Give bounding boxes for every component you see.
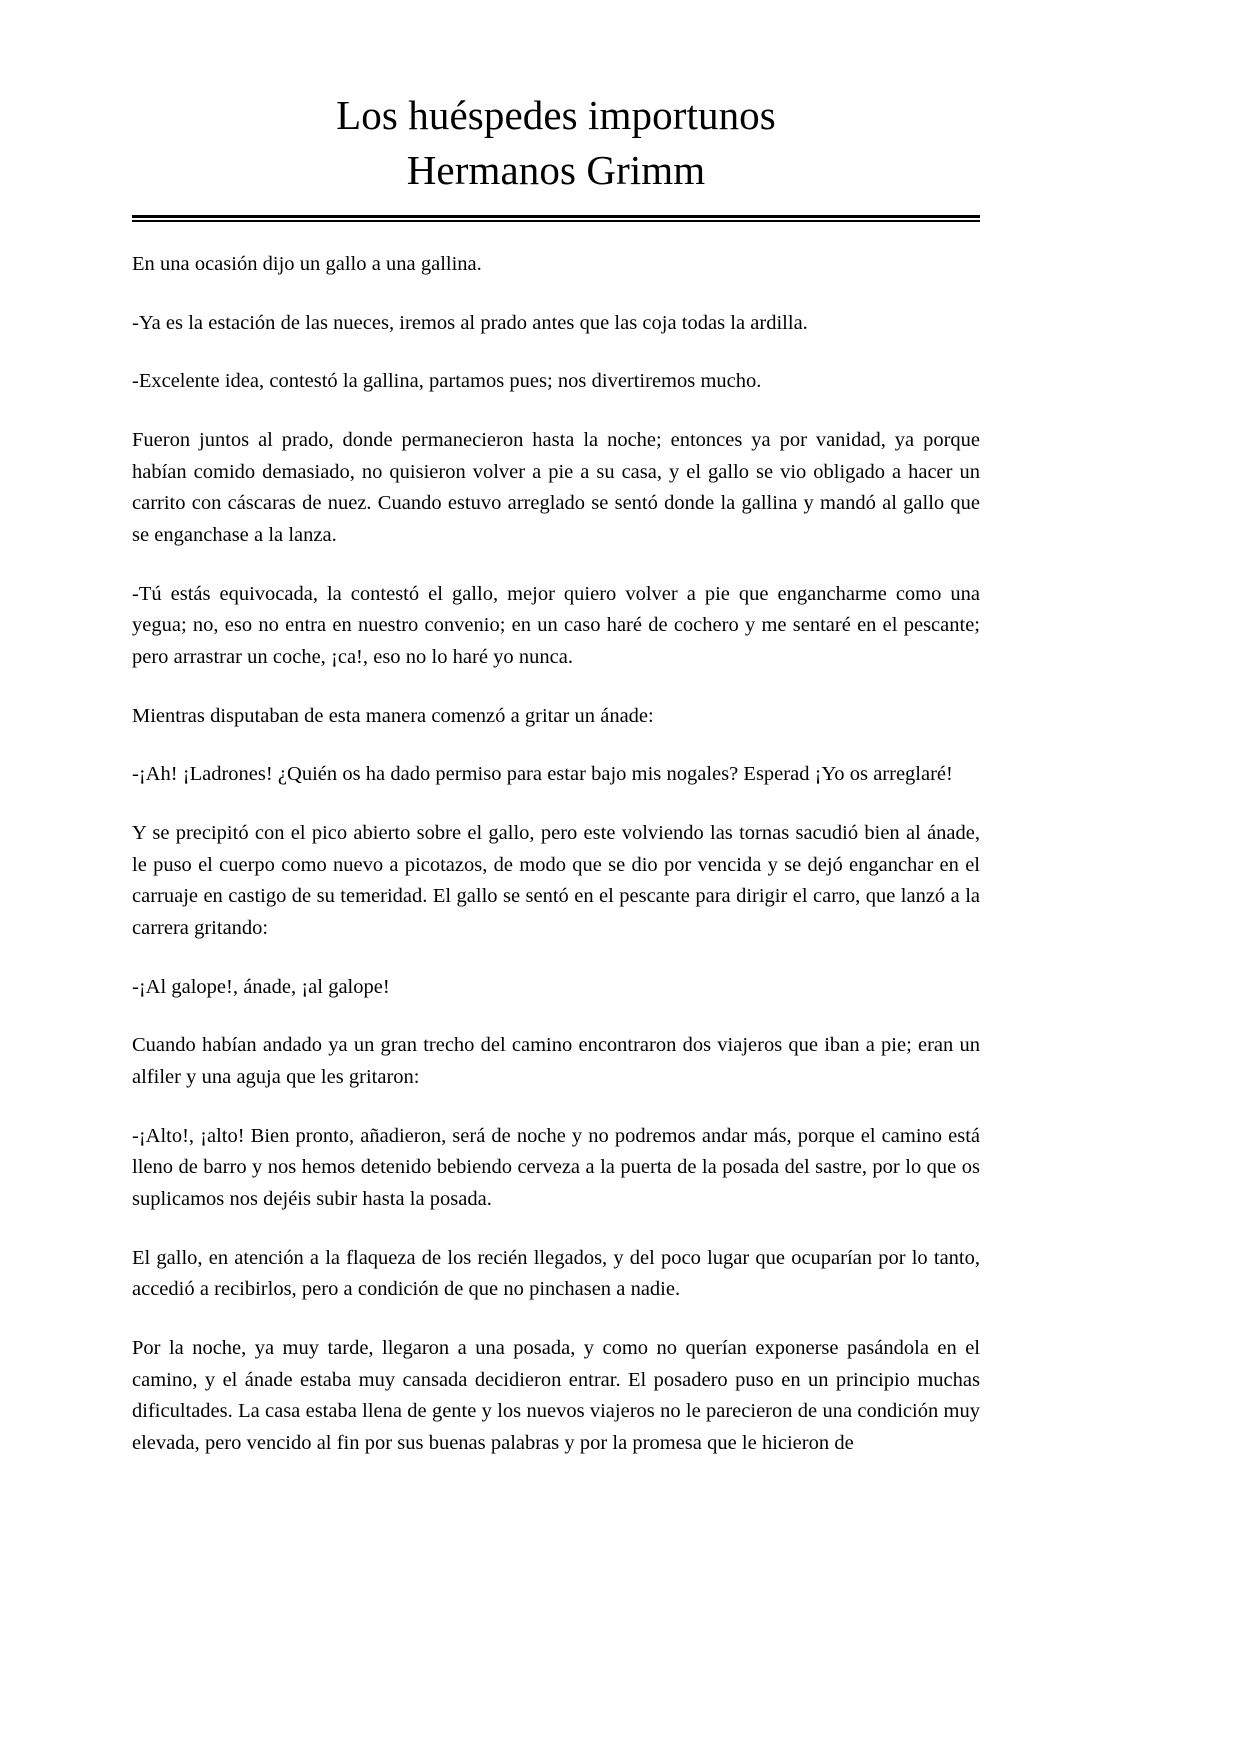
- document-title-block: [132, 0, 980, 198]
- document-author: Hermanos Grimm: [406, 146, 706, 193]
- document-title: Los huéspedes importunos: [336, 92, 776, 138]
- divider-rule-thick: [132, 215, 980, 218]
- title-divider: [132, 215, 980, 222]
- page-content: [132, 0, 980, 1460]
- paragraph: Mientras disputaban de esta manera comenzó a gritar un ánade:: [132, 704, 654, 727]
- paragraph: Fueron juntos al prado, donde permanecieron hasta la noche; entonces ya por vanidad, ya porque habían comido demasiado, no quisieron volver a pie a su casa, y el gallo se vio obligado a hacer un carrito con cáscaras de nuez. Cuando estuvo arreglado se sentó donde la gallina y mandó al gallo que se enganchase a la lanza.: [132, 428, 980, 546]
- divider-rule-thin: [132, 220, 980, 222]
- paragraph: -¡Ah! ¡Ladrones! ¿Quién os ha dado permiso para estar bajo mis nogales? Esperad ¡Yo os arreglaré!: [132, 763, 953, 786]
- paragraph: -Excelente idea, contestó la gallina, partamos pues; nos divertiremos mucho.: [132, 370, 762, 393]
- paragraph: Y se precipitó con el pico abierto sobre el gallo, pero este volviendo las tornas sacudió bien al ánade, le puso el cuerpo como nuevo a picotazos, de modo que se dio por vencida y se dejó enganchar en el carruaje en castigo de su temeridad. El gallo se sentó en el pescante para dirigir el carro, que lanzó a la carrera gritando:: [132, 821, 980, 939]
- paragraph: -¡Al galope!, ánade, ¡al galope!: [132, 975, 390, 998]
- paragraph: El gallo, en atención a la flaqueza de los recién llegados, y del poco lugar que ocuparían por lo tanto, accedió a recibirlos, pero a condición de que no pinchasen a nadie.: [132, 1246, 980, 1301]
- paragraph: -¡Alto!, ¡alto! Bien pronto, añadieron, será de noche y no podremos andar más, porque el camino está lleno de barro y nos hemos detenido bebiendo cerveza a la puerta de la posada del sastre, por lo que os suplicamos nos dejéis subir hasta la posada.: [132, 1124, 980, 1210]
- paragraph: Cuando habían andado ya un gran trecho del camino encontraron dos viajeros que iban a pie; eran un alfiler y una aguja que les gritaron:: [132, 1034, 980, 1088]
- paragraph: -Tú estás equivocada, la contestó el gallo, mejor quiero volver a pie que engancharme como una yegua; no, eso no entra en nuestro convenio; en un caso haré de cochero y me sentaré en el pescante; pero arrastrar un coche, ¡ca!, eso no lo haré yo nunca.: [132, 582, 980, 668]
- paragraph: -Ya es la estación de las nueces, iremos al prado antes que las coja todas la ardilla.: [132, 311, 808, 334]
- paragraph: En una ocasión dijo un gallo a una gallina.: [132, 252, 482, 275]
- paragraph: Por la noche, ya muy tarde, llegaron a una posada, y como no querían exponerse pasándola en el camino, y el ánade estaba muy cansada decidieron entrar. El posadero puso en un principio muchas dificultades. La casa estaba llena de gente y los nuevos viajeros no le parecieron de una condición muy elevada, pero vencido al fin por sus buenas palabras y por la promesa que le hicieron de: [132, 1337, 980, 1455]
- document-body: [132, 249, 980, 1460]
